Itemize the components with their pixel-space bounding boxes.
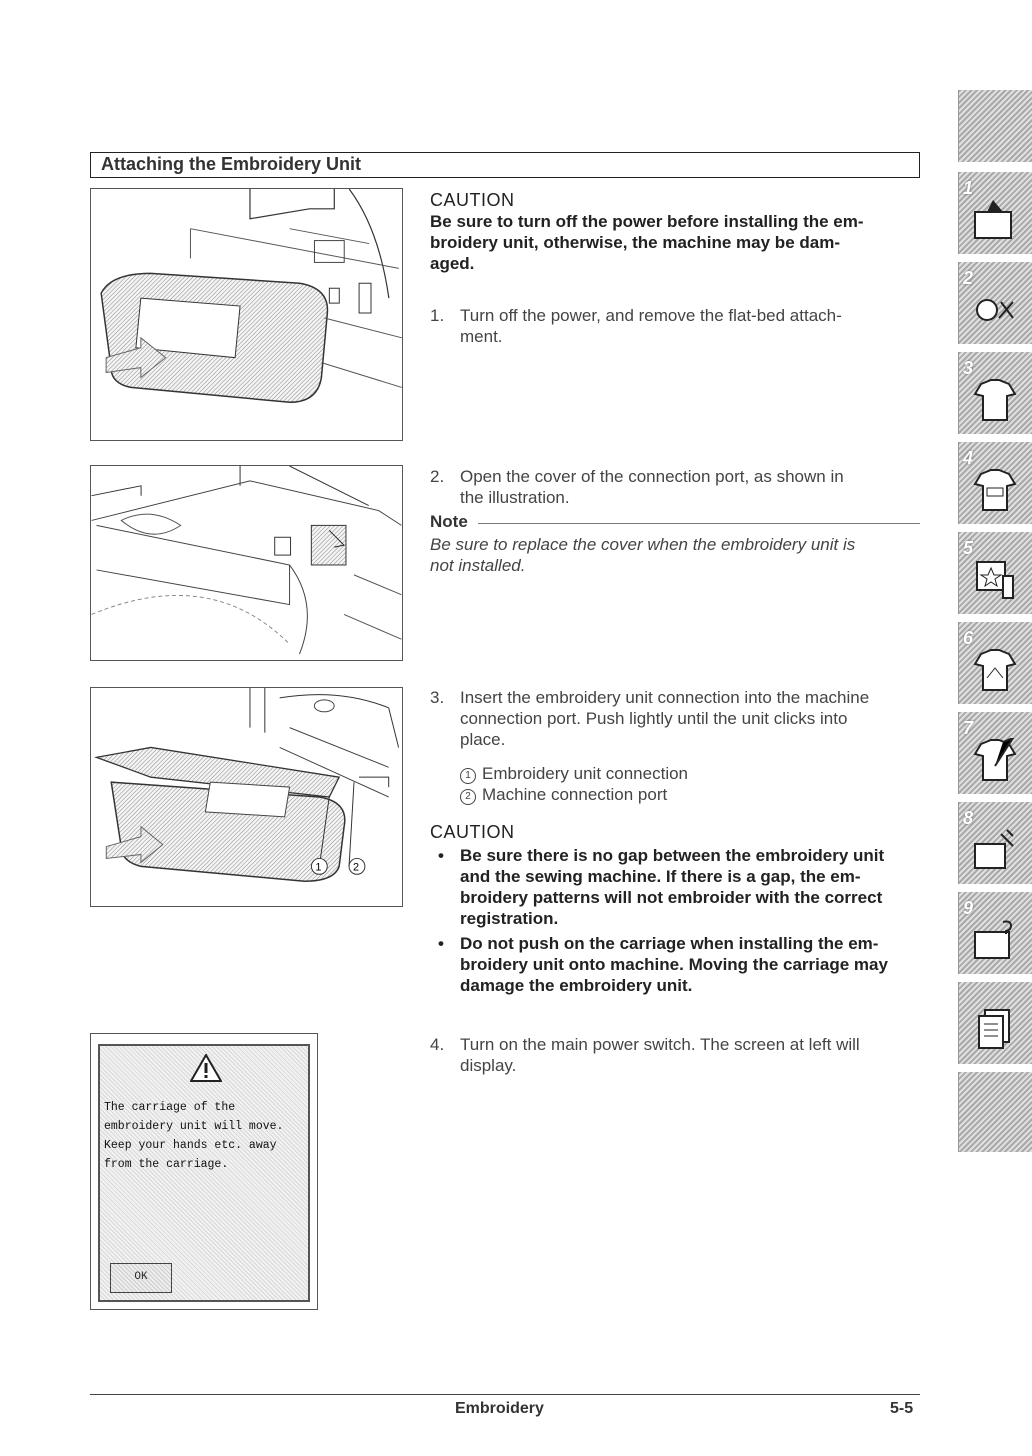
note-heading: Note bbox=[430, 512, 468, 531]
note-rule bbox=[478, 523, 920, 524]
warning-icon bbox=[190, 1054, 222, 1082]
tab-contents[interactable] bbox=[958, 90, 1032, 162]
step-4: 4. Turn on the main power switch. The screen at left will display. bbox=[430, 1035, 860, 1075]
legend-item-2: 2 Machine connection port bbox=[460, 784, 688, 805]
tab-appendix[interactable] bbox=[958, 982, 1032, 1064]
caution-bullet-2: • Do not push on the carriage when installing the em- broidery unit onto machine. Moving the carriage may damage the embroidery unit. bbox=[430, 933, 922, 996]
embroidery-frame-icon bbox=[973, 558, 1017, 602]
tab-chapter-8[interactable]: 8 bbox=[958, 802, 1032, 884]
note-text: Be sure to replace the cover when the embroidery unit is not installed. bbox=[430, 535, 856, 575]
tab-chapter-9[interactable]: 9 bbox=[958, 892, 1032, 974]
ok-button[interactable]: OK bbox=[110, 1263, 172, 1293]
callout-1: 1 bbox=[315, 861, 322, 874]
machine-question-icon bbox=[973, 918, 1017, 962]
footer-rule bbox=[90, 1394, 920, 1395]
step-1: 1. Turn off the power, and remove the flat-bed attach- ment. bbox=[430, 306, 842, 346]
tab-chapter-3[interactable]: 3 bbox=[958, 352, 1032, 434]
lcd-screen bbox=[98, 1044, 310, 1302]
tab-chapter-6[interactable]: 6 bbox=[958, 622, 1032, 704]
step-1-number: 1. bbox=[430, 306, 445, 325]
shirt-design-icon bbox=[973, 648, 1017, 692]
lcd-message: The carriage of the embroidery unit will move. Keep your hands etc. away from the carriage. bbox=[104, 1101, 284, 1171]
caution-heading-1: CAUTION bbox=[430, 190, 515, 210]
machine-maintenance-icon bbox=[973, 828, 1017, 872]
callout-2: 2 bbox=[353, 861, 360, 874]
step-2-number: 2. bbox=[430, 467, 445, 486]
documents-icon bbox=[973, 1008, 1017, 1052]
tab-chapter-2[interactable]: 2 bbox=[958, 262, 1032, 344]
section-title: Attaching the Embroidery Unit bbox=[101, 154, 362, 174]
tab-chapter-1[interactable]: 1 bbox=[958, 172, 1032, 254]
legend bbox=[460, 763, 688, 805]
legend-item-1: 1 Embroidery unit connection bbox=[460, 763, 688, 784]
caution-heading-2: CAUTION bbox=[430, 822, 515, 842]
figure-insert-unit bbox=[90, 687, 403, 907]
footer-title: Embroidery bbox=[455, 1400, 544, 1417]
caution-bullets bbox=[430, 845, 922, 1000]
step-3-number: 3. bbox=[430, 688, 445, 707]
shirt-pen-icon bbox=[973, 738, 1017, 782]
figure-open-port-cover bbox=[90, 465, 403, 661]
step-3: 3. Insert the embroidery unit connection into the machine connection port. Push lightly until the unit clicks into place. bbox=[430, 688, 870, 749]
tab-chapter-4[interactable]: 4 bbox=[958, 442, 1032, 524]
step-2: 2. Open the cover of the connection port, as shown in the illustration. bbox=[430, 467, 844, 507]
shirt-letters-icon bbox=[973, 468, 1017, 512]
section-header bbox=[90, 152, 920, 178]
tab-chapter-5[interactable]: 5 bbox=[958, 532, 1032, 614]
caution-text-1: Be sure to turn off the power before installing the em- broidery unit, otherwise, the machine may be dam- aged. bbox=[430, 212, 864, 273]
step-4-number: 4. bbox=[430, 1035, 445, 1054]
figure-remove-flatbed bbox=[90, 188, 403, 441]
page-number: 5-5 bbox=[890, 1400, 914, 1417]
caution-bullet-1: • Be sure there is no gap between the embroidery unit and the sewing machine. If there is a gap, the em- broidery patterns will not embroider with the correct registration. bbox=[430, 845, 922, 929]
tab-chapter-7[interactable]: 7 bbox=[958, 712, 1032, 794]
tab-index[interactable] bbox=[958, 1072, 1032, 1152]
thread-scissors-icon bbox=[973, 288, 1017, 332]
shirt-icon bbox=[973, 378, 1017, 422]
sewing-machine-icon bbox=[973, 198, 1017, 242]
